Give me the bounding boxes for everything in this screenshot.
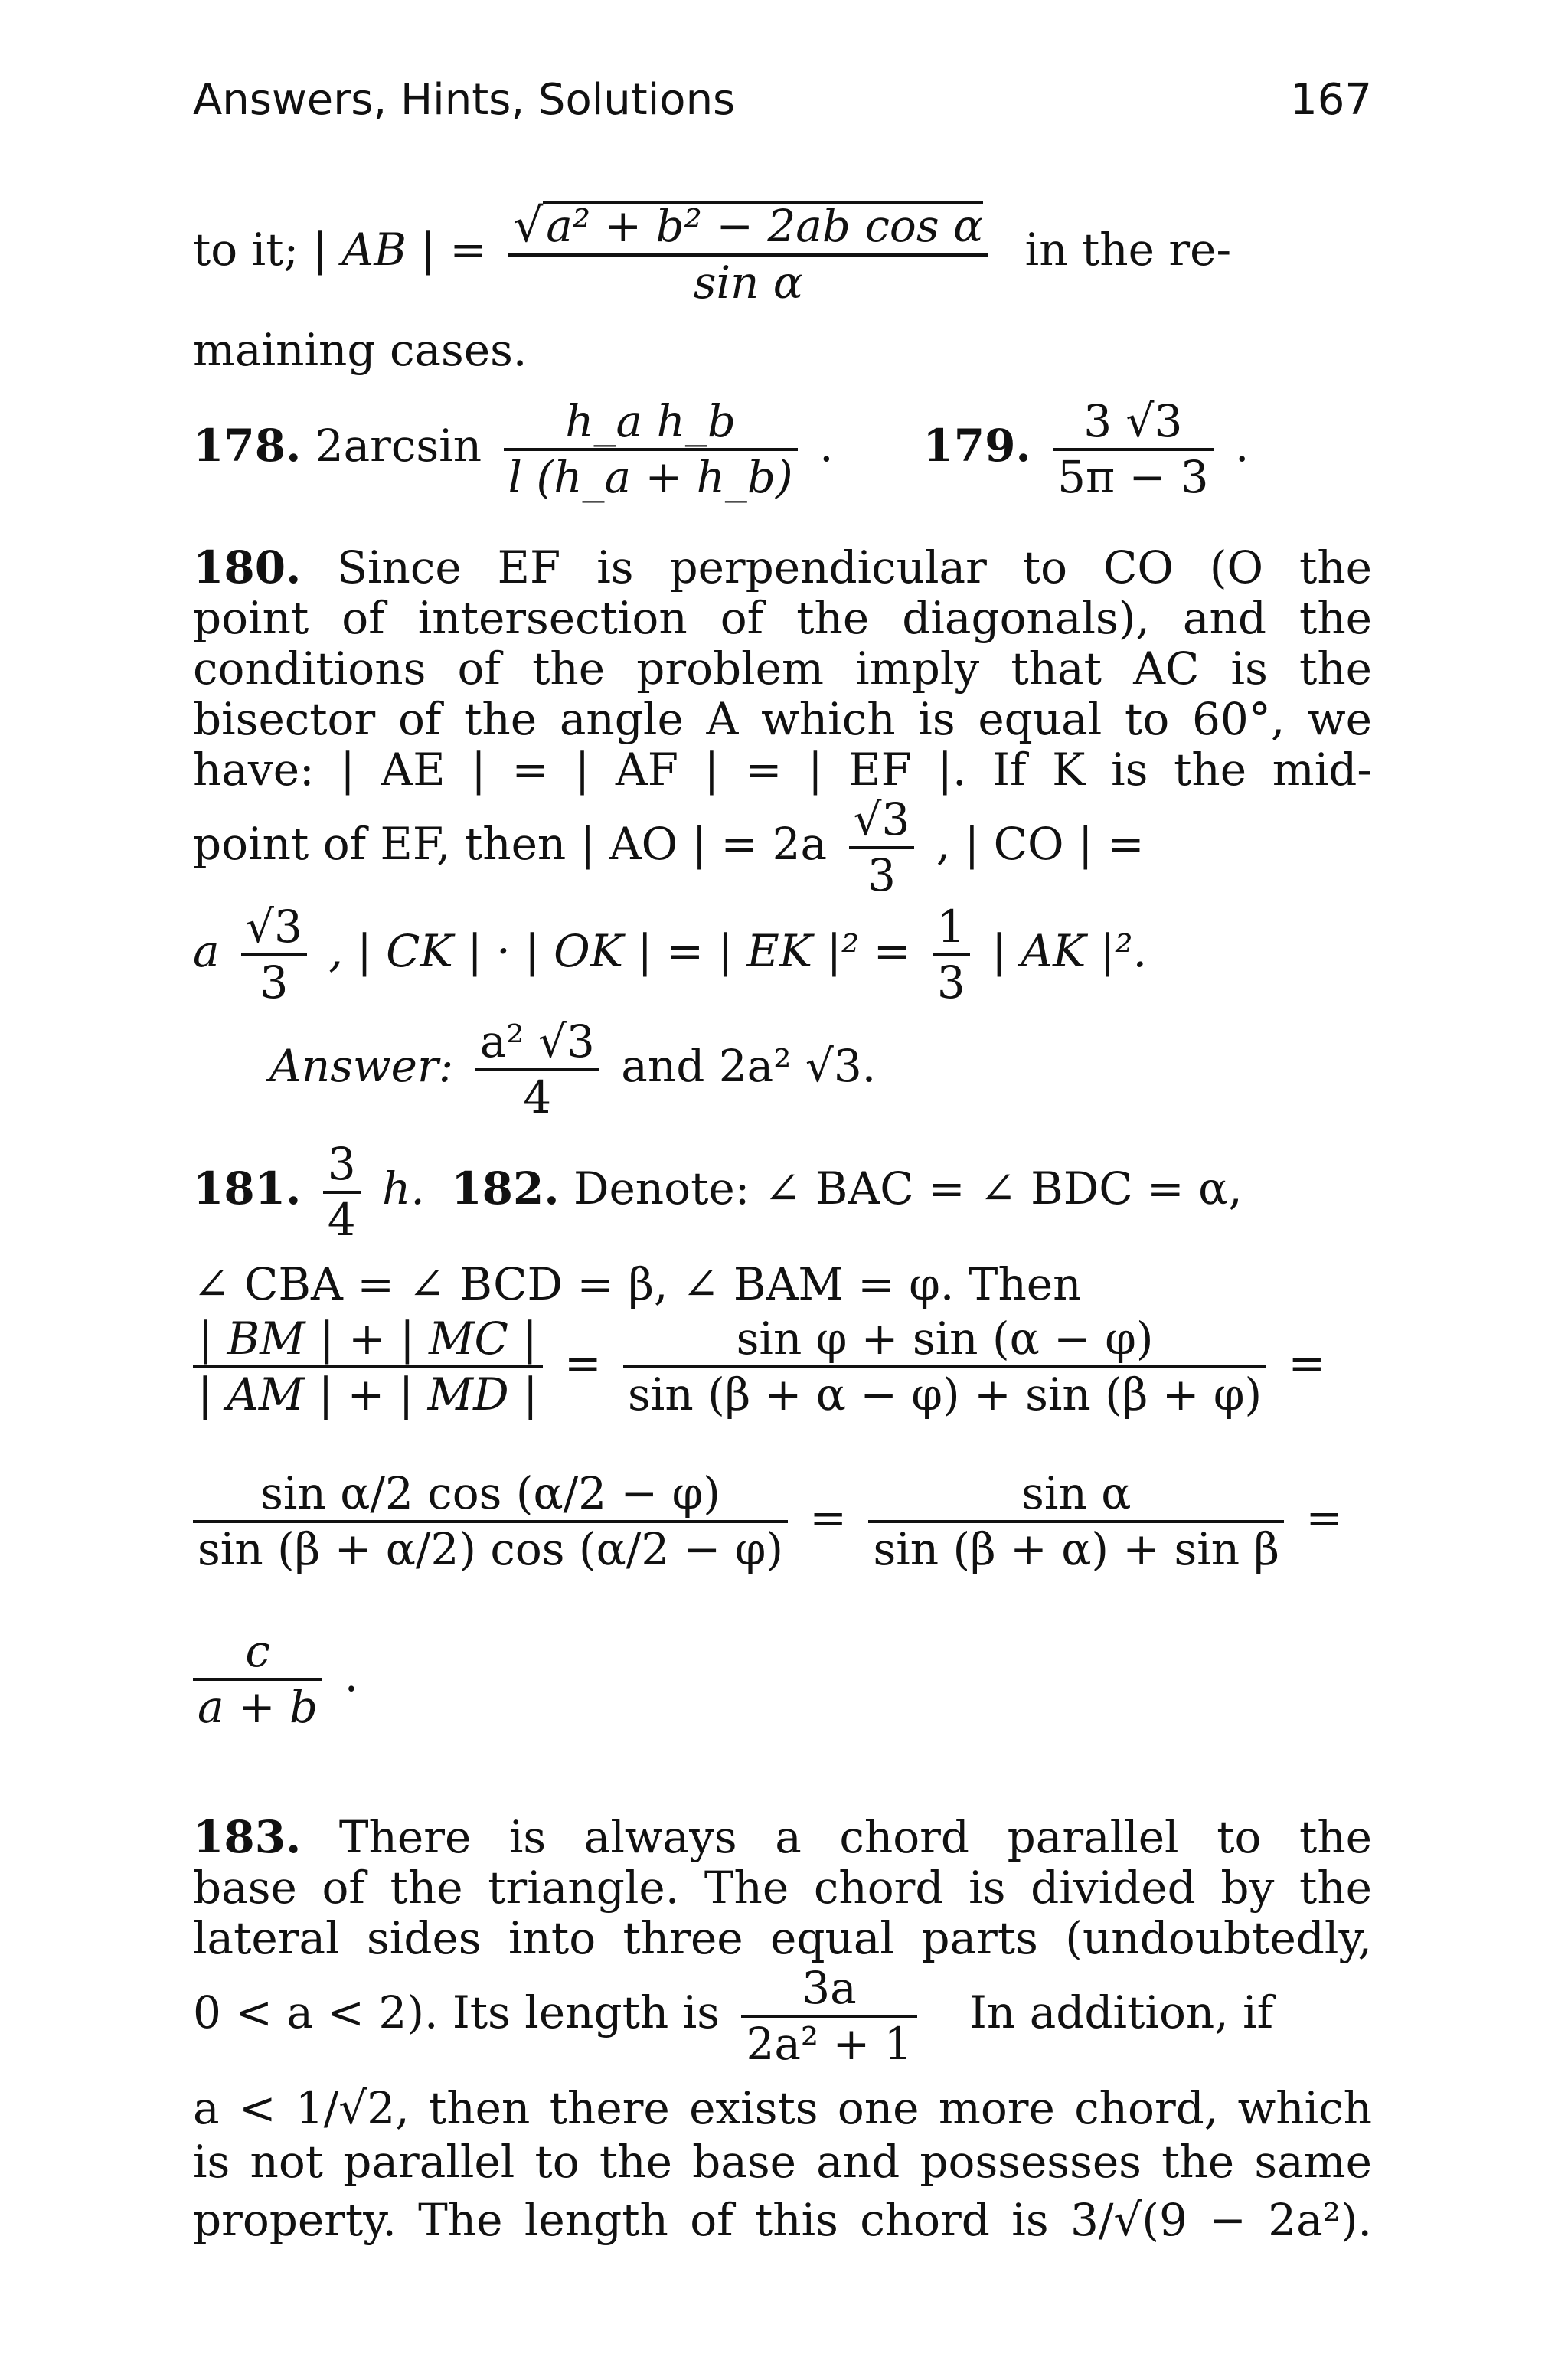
answer-182-f3-den: sin (β + α/2) cos (α/2 − φ) — [198, 1522, 783, 1575]
answer-182-f4-num: sin α — [868, 1470, 1284, 1523]
answer-180-line-7 — [193, 901, 1372, 1009]
answer-182-f1-num: | BM | + | MC | — [193, 1316, 543, 1368]
answer-180-line6-tail: , | CO | = — [936, 817, 1145, 870]
answer-182-fraction-2 — [623, 1313, 1266, 1420]
answer-180-text-5: have: | AE | = | AF | = | EF |. If K is the mid- — [193, 744, 1372, 796]
answer-180-line7-tail: | AK |². — [991, 924, 1148, 977]
answer-183-line4-tail: In addition, if — [969, 1986, 1274, 2038]
answer-179-fraction — [1053, 395, 1213, 503]
answer-182-line-2-text: ∠ CBA = ∠ BCD = β, ∠ BAM = φ. Then — [193, 1258, 1082, 1310]
answer-178-numerator: h_a h_b — [504, 398, 798, 451]
answer-178-179-line: 178. 2arcsin $\frac{\text{h\_a h\_b}}{l (h\_a + h\_b)}$ . 179. $\frac{3 √3}{5\pi - 3}$ . — [193, 395, 1250, 503]
answer-178-number: 178. — [193, 419, 302, 472]
answer-180-text-1: Since EF is perpendicular to CO (O the — [337, 541, 1372, 593]
answer-181-num: 3 — [323, 1141, 361, 1194]
answer-180-number: 180. — [193, 541, 302, 593]
answer-181-number: 181. — [193, 1162, 302, 1215]
answer-180-line6-lead: point of EF, then | AO | = 2a — [193, 817, 828, 870]
answer-180-line7-frac-den: 3 — [260, 956, 289, 1009]
answer-177-denominator: sin α — [693, 256, 803, 309]
answer-180-line-3 — [193, 643, 1372, 694]
answer-182-f1-den: | AM | + | MD | — [198, 1368, 538, 1420]
answer-178-denominator: l (h_a + h_b) — [508, 450, 793, 503]
answer-182-f3-num: sin α/2 cos (α/2 − φ) — [193, 1470, 788, 1523]
answer-177-sqrt: a² + b² − 2ab cos α — [543, 201, 983, 248]
answer-177-numerator: √a² + b² − 2ab cos α — [508, 201, 988, 257]
answer-183-line4-num: 3a — [741, 1965, 916, 2018]
answer-182-f5-den: a + b — [198, 1680, 318, 1733]
answer-183-line4-lead: 0 < a < 2). Its length is — [193, 1986, 720, 2038]
answer-178-fraction — [504, 395, 798, 503]
answer-183-text-5: a < 1/√2, then there exists one more chord, which — [193, 2082, 1372, 2134]
answer-180-line6-frac-num: √3 — [849, 796, 915, 849]
answer-183-line-3 — [193, 1913, 1372, 1963]
answer-182-fraction-4 — [868, 1467, 1284, 1575]
answer-180-answer-label: Answer: — [270, 1039, 454, 1092]
answer-180-line7-frac2-den: 3 — [936, 956, 965, 1009]
answer-183-line-6 — [193, 2136, 1372, 2187]
answer-180-line-4 — [193, 694, 1372, 744]
answer-182-ratio-line-3: $\frac{c}{a + b}$ . — [193, 1628, 1372, 1731]
answer-183-text-3: lateral sides into three equal parts (undoubtedly, — [193, 1912, 1372, 1964]
answer-177-continuation: maining cases. — [193, 324, 528, 376]
answer-177-line-2 — [193, 325, 1372, 375]
answer-180-line7-fraction — [241, 901, 307, 1009]
answer-180-text-2: point of intersection of the diagonals), and the — [193, 592, 1372, 644]
answer-180-line-5 — [193, 744, 1372, 795]
answer-180-line-6 — [193, 793, 1372, 901]
answer-183-line4-den: 2a² + 1 — [746, 2017, 913, 2070]
answer-183-line-7 — [193, 2195, 1372, 2245]
answer-180-line7-frac2-num: 1 — [933, 904, 970, 956]
answer-180-text-4: bisector of the angle A which is equal to 60°, we — [193, 693, 1372, 745]
answer-182-f5-num: c — [193, 1628, 322, 1681]
answer-181-fraction — [323, 1138, 361, 1246]
answer-180-line7-a: a — [193, 924, 220, 977]
answer-182-line-1: Denote: ∠ BAC = ∠ BDC = α, — [573, 1162, 1243, 1215]
answer-180-answer-den: 4 — [523, 1071, 552, 1123]
answer-180-line7-fraction-2 — [933, 901, 970, 1009]
answer-183-text-2: base of the triangle. The chord is divided by the — [193, 1862, 1372, 1914]
answer-182-f2-den: sin (β + α − φ) + sin (β + φ) — [628, 1368, 1263, 1420]
answer-182-f2-num: sin φ + sin (α − φ) — [623, 1316, 1266, 1368]
answer-180-line-2 — [193, 593, 1372, 643]
answer-183-text-7: property. The length of this chord is 3/√(9 − 2a²). — [193, 2194, 1372, 2246]
answer-179-numerator: 3 √3 — [1053, 398, 1213, 451]
answer-179-denominator: 5π − 3 — [1057, 450, 1209, 503]
answer-180-answer-num: a² √3 — [475, 1018, 599, 1071]
answer-180-line7-mid: , | CK | · | OK | = | EK |² = — [328, 924, 911, 977]
answer-179-number: 179. — [923, 419, 1031, 472]
running-header-title: Answers, Hints, Solutions — [193, 75, 736, 125]
answer-183-line-5 — [193, 2083, 1372, 2133]
answer-177-line-1 — [193, 198, 1372, 309]
answer-180-line7-frac-num: √3 — [241, 904, 307, 956]
answer-183-line4-fraction — [741, 1962, 916, 2070]
answer-183-line-2 — [193, 1862, 1372, 1913]
answer-178-func: 2arcsin — [315, 419, 482, 472]
answer-180-final-answer — [270, 1015, 1449, 1123]
answer-177-fraction — [508, 198, 988, 309]
answer-177-lead: to it; — [193, 223, 299, 276]
page-number: 167 — [1290, 75, 1372, 125]
answer-180-answer-tail: and 2a² √3. — [621, 1039, 877, 1092]
answer-183-line-1 — [193, 1812, 1372, 1862]
answer-183-number: 183. — [193, 1811, 302, 1863]
running-header — [193, 75, 1372, 136]
answer-182-f4-den: sin (β + α) + sin β — [873, 1522, 1280, 1575]
answer-182-line-2 — [193, 1259, 1372, 1309]
answer-183-text-6: is not parallel to the base and possesses the same — [193, 2136, 1372, 2188]
answer-182-number: 182. — [451, 1162, 560, 1215]
answer-183-line-4 — [193, 1962, 1372, 2070]
answer-180-text-3: conditions of the problem imply that AC is the — [193, 642, 1372, 695]
answer-180-line6-fraction — [849, 793, 915, 901]
answer-180-line6-frac-den: 3 — [867, 848, 896, 901]
answer-182-ratio-line-1: $\frac{| BM | + | MC |}{| AM | + | MD |}$ = $\frac{\text{sin φ + sin (α − φ)}}{\sin (\beta + \alpha - \varphi) + \sin (\beta + \varphi)}$ = — [193, 1316, 1372, 1418]
answer-177-tail: in the re- — [1024, 223, 1232, 276]
answer-177-ab: | AB | = — [312, 223, 487, 276]
answer-182-ratio-line-2: $\frac{\text{sin α/2 cos (α/2 − φ)}}{\sin (\beta + \alpha/2) \cos (\alpha/2 - \varphi)}$ = $\frac{\text{sin α}}{\text{sin (β + α) + sin β}}$ = — [193, 1470, 1372, 1573]
answer-181-den: 4 — [327, 1193, 356, 1246]
answer-181-tail: h. — [382, 1162, 425, 1215]
answer-183-text-1: There is always a chord parallel to the — [338, 1811, 1372, 1863]
answer-182-fraction-1 — [193, 1313, 543, 1420]
answer-181-182-line — [193, 1138, 1372, 1246]
answer-180-answer-fraction — [475, 1015, 599, 1123]
answer-182-fraction-5 — [193, 1625, 322, 1733]
answer-180-line-1 — [193, 542, 1372, 593]
